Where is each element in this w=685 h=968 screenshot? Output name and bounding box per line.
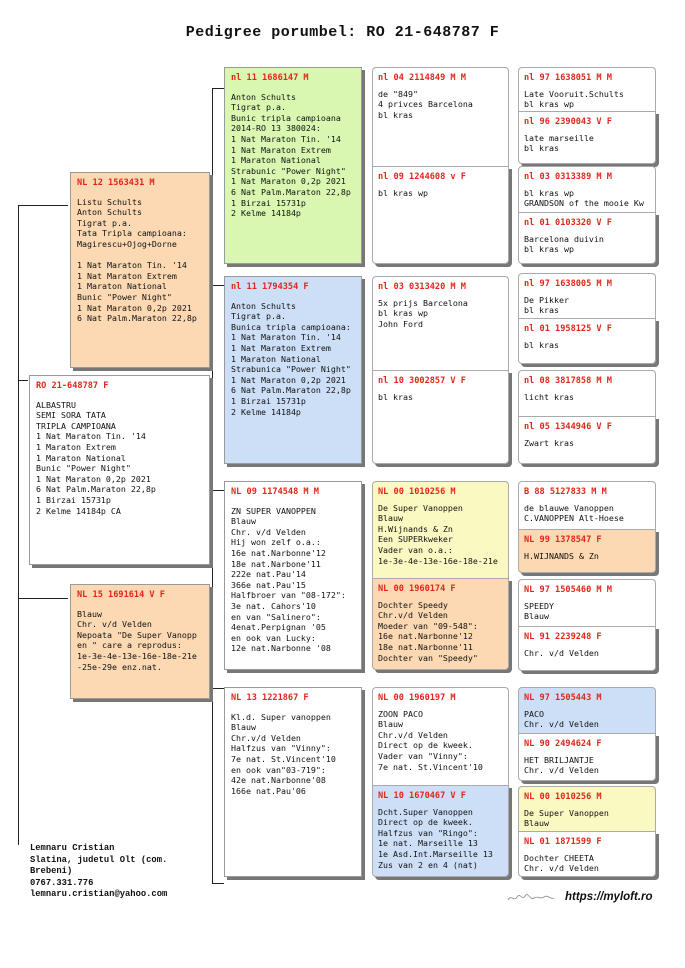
- ancestor-cell: [518, 481, 656, 529]
- pedigree-notes: Barcelona duivin bl kras wp: [524, 233, 604, 255]
- ring-number: NL 13 1221867 F: [231, 693, 309, 703]
- pedigree-notes: HET BRILJANTJE Chr. v/d Velden: [524, 754, 599, 776]
- pedigree-notes: Listu Schults Anton Schults Tigrat p.a. Tata Tripla campioana: Magirescu+Ojog+Dorne 1 Nat Maraton Tin. '14 1 Nat Maraton Extrem 1 Maraton National Bunic "Power Night" 1 Nat Maraton 0,2p 2021 6 Nat Palm.Maraton 22,8p: [77, 196, 197, 324]
- pedigree-notes: ZN SUPER VANOPPEN Blauw Chr. v/d Velden Hij won zelf o.a.: 16e nat.Narbonne'12 18e nat.Narbone'11 222e nat.Pau'14 366e nat.Pau'15 Halfbroer van "08-172": 3e nat. Cahors'10 en van "Salinero": 4enat.Perpignan '05 en ook van Lucky: 12e nat.Narbonne '08: [231, 505, 346, 654]
- ring-number: NL 97 1505460 M M: [524, 585, 612, 595]
- ancestor-cell: [518, 273, 656, 318]
- pedigree-notes: De Super Vanoppen Blauw: [524, 807, 609, 829]
- connector-line: [212, 688, 224, 689]
- connector-line: [18, 598, 68, 599]
- ancestor-cell: [372, 276, 509, 370]
- connector-line: [18, 380, 28, 381]
- ancestor-cell: [372, 687, 509, 785]
- subject-box: [29, 375, 210, 565]
- pedigree-notes: Dcht.Super Vanoppen Direct op de kweek. Halfzus van "Ringo": 1e nat. Marseille 13 1e Asd.Int.Marseille 13 Zus van 2 en 4 (nat): [378, 806, 493, 870]
- pedigree-notes: ZOON PACO Blauw Chr.v/d Velden Direct op de kweek. Vader van "Vinny": 7e nat. St.Vincent'10: [378, 708, 483, 772]
- dam-dam-box: [224, 687, 362, 877]
- pedigree-notes: PACO Chr. v/d Velden: [524, 708, 599, 730]
- pedigree-notes: Late Vooruit.Schults bl kras wp: [524, 88, 624, 110]
- ring-number: nl 03 0313389 M M: [524, 172, 612, 182]
- website-link[interactable]: https://myloft.ro: [565, 891, 653, 903]
- pedigree-notes: late marseille bl kras: [524, 132, 594, 154]
- ring-number: NL 12 1563431 M: [77, 178, 155, 188]
- sire-sire-box: [224, 67, 362, 264]
- ancestor-cell: [518, 67, 656, 111]
- connector-line: [212, 88, 224, 89]
- pedigree-notes: de "849" 4 privces Barcelona bl kras: [378, 88, 473, 120]
- ring-number: NL 10 1670467 V F: [378, 791, 466, 801]
- ancestor-cell: [518, 733, 656, 781]
- pedigree-notes: Blauw Chr. v/d Velden Nepoata "De Super Vanopp en " care a reprodus: 1e-3e-4e-13e-16e-18e-21e -25e-29e enz.nat.: [77, 608, 197, 672]
- pedigree-notes: Dochter Speedy Chr.v/d Velden Moeder van "09-548": 16e nat.Narbonne'12 18e nat.Narbonne'11 Dochter van "Speedy": [378, 599, 478, 663]
- ancestor-cell: [518, 687, 656, 733]
- pedigree-notes: Kl.d. Super vanoppen Blauw Chr.v/d Velden Halfzus van "Vinny": 7e nat. St.Vincent'10 en ook van"03-719": 42e nat.Narbonne'08 166e nat.Pau'06: [231, 711, 336, 796]
- pedigree-notes: ALBASTRU SEMI SORA TATA TRIPLA CAMPIOANA 1 Nat Maraton Tin. '14 1 Maraton Extrem 1 Maraton National Bunic "Power Night" 1 Nat Maraton 0,2p 2021 6 Nat Palm.Maraton 22,8p 1 Birzai 15731p 2 Kelme 14184p CA: [36, 399, 156, 516]
- breeder-address: Brebeni): [30, 866, 73, 877]
- ring-number: NL 91 2239248 F: [524, 632, 602, 642]
- breeder-info: [30, 843, 167, 901]
- connector-line: [212, 88, 213, 883]
- breeder-name: Lemnaru Cristian: [30, 843, 115, 853]
- pedigree-notes: H.WIJNANDS & Zn: [524, 550, 599, 561]
- ring-number: nl 97 1638005 M M: [524, 279, 612, 289]
- pedigree-notes: SPEEDY Blauw: [524, 600, 554, 622]
- connector-line: [18, 205, 19, 845]
- pedigree-notes: De Super Vanoppen Blauw H.Wijnands & Zn Een SUPERkweker Vader van o.a.: 1e-3e-4e-13e-16e-18e-21e: [378, 502, 498, 566]
- pedigree-notes: bl kras wp GRANDSON of the mooie Kw: [524, 187, 644, 209]
- pedigree-notes: bl kras: [378, 391, 413, 402]
- ancestor-cell: [518, 416, 656, 464]
- breeder-phone: 0767.331.776: [30, 877, 94, 888]
- ring-number: NL 99 1378547 F: [524, 535, 602, 545]
- ancestor-cell: [518, 529, 656, 573]
- pedigree-notes: Anton Schults Tigrat p.a. Bunica tripla campioana: 1 Nat Maraton Tin. '14 1 Nat Maraton Extrem 1 Maraton National Strabunica "Power Night" 1 Nat Maraton 0,2p 2021 6 Nat Palm.Maraton 22,8p 1 Birzai 15731p 2 Kelme 14184p: [231, 300, 351, 417]
- ring-number: NL 97 1505443 M: [524, 693, 602, 703]
- breeder-email[interactable]: lemnaru.cristian@yahoo.com: [30, 889, 168, 900]
- ancestor-cell: [518, 786, 656, 831]
- ring-number: NL 00 1960174 F: [378, 584, 456, 594]
- pedigree-notes: Dochter CHEETA Chr. v/d Velden: [524, 852, 599, 874]
- ring-number: nl 11 1686147 M: [231, 73, 309, 83]
- ring-number: nl 97 1638051 M M: [524, 73, 612, 83]
- ring-number: nl 96 2390043 V F: [524, 117, 612, 127]
- connector-line: [212, 883, 224, 884]
- ring-number: NL 00 1010256 M: [378, 487, 456, 497]
- ring-number: NL 90 2494624 F: [524, 739, 602, 749]
- ancestor-cell: [372, 578, 509, 670]
- ring-number: nl 05 1344946 V F: [524, 422, 612, 432]
- pedigree-notes: Zwart kras: [524, 437, 574, 448]
- pedigree-notes: Chr. v/d Velden: [524, 647, 599, 658]
- connector-line: [212, 285, 224, 286]
- dam-sire-box: [224, 481, 362, 670]
- page-title: Pedigree porumbel: RO 21-648787 F: [185, 24, 500, 41]
- ancestor-cell: [372, 67, 509, 166]
- ring-number: nl 03 0313420 M M: [378, 282, 466, 292]
- ancestor-cell: [518, 212, 656, 264]
- ring-number: nl 08 3817858 M M: [524, 376, 612, 386]
- ancestor-cell: [372, 481, 509, 578]
- ring-number: nl 01 0103320 V F: [524, 218, 612, 228]
- ring-number: RO 21-648787 F: [36, 381, 109, 391]
- sire-dam-box: [224, 276, 362, 464]
- ring-number: nl 11 1794354 F: [231, 282, 309, 292]
- ring-number: nl 01 1958125 V F: [524, 324, 612, 334]
- ancestor-cell: [518, 166, 656, 212]
- connector-line: [18, 205, 68, 206]
- ring-number: nl 04 2114849 M M: [378, 73, 466, 83]
- ring-number: NL 01 1871599 F: [524, 837, 602, 847]
- ring-number: NL 09 1174548 M M: [231, 487, 319, 497]
- pedigree-notes: bl kras: [524, 339, 559, 350]
- ancestor-cell: [518, 370, 656, 416]
- ancestor-cell: [518, 831, 656, 877]
- dam-box: [70, 584, 210, 699]
- pedigree-notes: 5x prijs Barcelona bl kras wp John Ford: [378, 297, 468, 329]
- sire-box: [70, 172, 210, 368]
- ring-number: nl 10 3002857 V F: [378, 376, 466, 386]
- ancestor-cell: [372, 785, 509, 877]
- ancestor-cell: [372, 370, 509, 464]
- signature-logo: [506, 893, 556, 903]
- ring-number: nl 09 1244608 v F: [378, 172, 466, 182]
- pedigree-notes: De Pikker bl kras: [524, 294, 569, 316]
- pedigree-notes: Anton Schults Tigrat p.a. Bunic tripla campioana 2014-RO 13 380024: 1 Nat Maraton Tin. '14 1 Nat Maraton Extrem 1 Maraton National Strabunic "Power Night" 1 Nat Maraton 0,2p 2021 6 Nat Palm.Maraton 22,8p 1 Birzai 15731p 2 Kelme 14184p: [231, 91, 351, 219]
- ring-number: NL 15 1691614 V F: [77, 590, 165, 600]
- ring-number: B 88 5127833 M M: [524, 487, 607, 497]
- ancestor-cell: [518, 579, 656, 626]
- pedigree-notes: de blauwe Vanoppen C.VANOPPEN Alt-Hoese: [524, 502, 624, 524]
- ancestor-cell: [518, 318, 656, 364]
- pedigree-notes: licht kras: [524, 391, 574, 402]
- breeder-address: Slatina, judetul Olt (com.: [30, 854, 168, 865]
- ancestor-cell: [372, 166, 509, 264]
- ring-number: NL 00 1010256 M: [524, 792, 602, 802]
- ancestor-cell: [518, 626, 656, 671]
- pedigree-notes: bl kras wp: [378, 187, 428, 198]
- connector-line: [212, 490, 224, 491]
- ancestor-cell: [518, 111, 656, 164]
- ring-number: NL 00 1960197 M: [378, 693, 456, 703]
